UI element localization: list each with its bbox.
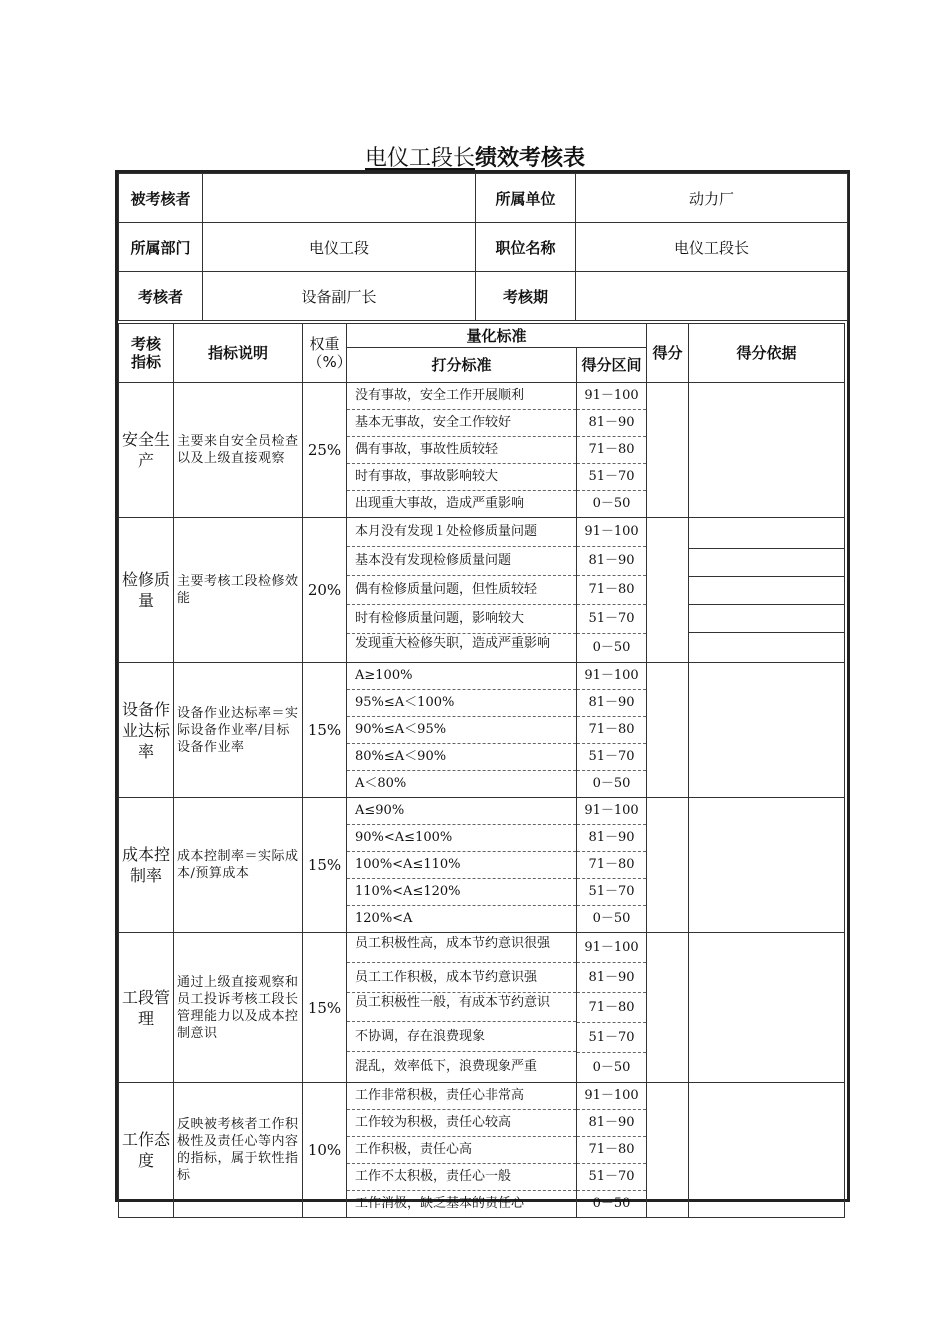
range-text: 91－100: [577, 518, 646, 547]
range-cell: [577, 798, 647, 933]
range-text: 81－90: [577, 410, 646, 437]
range-text: 81－90: [577, 547, 646, 576]
header-basis: 得分依据: [689, 324, 845, 383]
indicator-weight: 15%: [303, 933, 347, 1083]
range-text: 91－100: [577, 383, 646, 410]
criterion-text: 95%≤A＜100%: [347, 690, 576, 717]
range-text: 81－90: [577, 1110, 646, 1137]
indicator-name: 安全生产: [119, 383, 174, 518]
criterion-text: A＜80%: [355, 776, 407, 791]
score-field[interactable]: [647, 798, 689, 933]
header-scoring: 打分标准: [347, 348, 577, 383]
criterion-text: 员工积极性高，成本节约意识很强: [347, 934, 576, 963]
title-part2: 绩效考核表: [475, 145, 586, 171]
range-text: 51－70: [577, 744, 646, 771]
basis-subrow[interactable]: [689, 549, 844, 577]
criterion-text: 工作不太积极，责任心一般: [347, 1164, 576, 1191]
range-text: 71－80: [577, 1137, 646, 1164]
criterion-text: 时有检修质量问题，影响较大: [347, 605, 576, 634]
indicator-weight: 10%: [303, 1083, 347, 1218]
unit-label: 所属单位: [476, 174, 576, 223]
range-text: 91－100: [577, 1083, 646, 1110]
position-label: 职位名称: [476, 223, 576, 272]
criterion-text: 工作积极，责任心高: [347, 1137, 576, 1164]
range-text: 51－70: [577, 464, 646, 491]
header-desc: 指标说明: [174, 324, 303, 383]
range-text: 51－70: [577, 1023, 646, 1053]
criterion-text: 工作较为积极，责任心较高: [347, 1110, 576, 1137]
criterion-text: 偶有检修质量问题，但性质较轻: [347, 576, 576, 605]
criterion-text: 员工工作积极，成本节约意识强: [347, 963, 576, 993]
header-range: 得分区间: [577, 348, 647, 383]
criterion-text: 100%<A≤110%: [347, 852, 576, 879]
criterion-text: 员工积极性一般，有成本节约意识: [347, 993, 576, 1022]
unit-field[interactable]: 动力厂: [576, 174, 848, 223]
criteria-cell: [347, 1083, 577, 1218]
period-field[interactable]: [576, 272, 848, 321]
indicator-name: 检修质量: [119, 518, 174, 663]
indicator-name: 工作态度: [119, 1083, 174, 1218]
criteria-cell: [347, 798, 577, 933]
criterion-text: 80%≤A＜90%: [347, 744, 576, 771]
indicator-desc: 成本控制率＝实际成本/预算成本: [174, 798, 303, 933]
position-field[interactable]: 电仪工段长: [576, 223, 848, 272]
dept-field[interactable]: 电仪工段: [203, 223, 476, 272]
header-score: 得分: [647, 324, 689, 383]
indicator-desc: 反映被考核者工作积极性及责任心等内容的指标，属于软性指标: [174, 1083, 303, 1218]
header-quant: 量化标准: [347, 324, 647, 348]
range-text: 71－80: [577, 993, 646, 1023]
assessee-field[interactable]: [203, 174, 476, 223]
indicator-name: 设备作业达标率: [119, 663, 174, 798]
range-text: 0－50: [592, 911, 631, 926]
indicator-desc: 设备作业达标率＝实际设备作业率/目标设备作业率: [174, 663, 303, 798]
range-cell: [577, 518, 647, 663]
range-text: 0－50: [592, 1060, 631, 1075]
criterion-text: 工作非常积极，责任心非常高: [347, 1083, 576, 1110]
criterion-text: 基本无事故，安全工作较好: [347, 410, 576, 437]
score-field[interactable]: [647, 663, 689, 798]
basis-field[interactable]: [689, 1083, 845, 1218]
indicator-desc: 主要来自安全员检查以及上级直接观察: [174, 383, 303, 518]
indicator-weight: 15%: [303, 798, 347, 933]
range-text: 81－90: [577, 690, 646, 717]
score-field[interactable]: [647, 518, 689, 663]
criteria-cell: [347, 663, 577, 798]
criterion-text: 本月没有发现１处检修质量问题: [347, 518, 576, 547]
indicator-weight: 25%: [303, 383, 347, 518]
range-text: 71－80: [577, 576, 646, 605]
kpi-row: [119, 383, 845, 518]
kpi-table: [118, 323, 845, 1218]
basis-field[interactable]: [689, 798, 845, 933]
basis-field[interactable]: [689, 383, 845, 518]
basis-subrow[interactable]: [689, 605, 844, 633]
criterion-text: 发现重大检修失职，造成严重影响: [355, 636, 551, 651]
range-text: 71－80: [577, 717, 646, 744]
score-field[interactable]: [647, 933, 689, 1083]
criterion-text: 工作消极，缺乏基本的责任心: [355, 1196, 525, 1211]
indicator-name: 工段管理: [119, 933, 174, 1083]
basis-field[interactable]: [689, 933, 845, 1083]
indicator-weight: 20%: [303, 518, 347, 663]
header-weight: 权重（%）: [303, 324, 347, 383]
basis-subrow[interactable]: [689, 633, 844, 660]
range-text: 0－50: [592, 640, 631, 655]
range-text: 0－50: [592, 496, 631, 511]
basis-field[interactable]: [689, 518, 845, 663]
period-label: 考核期: [476, 272, 576, 321]
criterion-text: 120%<A: [355, 911, 413, 926]
assessor-label: 考核者: [119, 272, 203, 321]
dept-label: 所属部门: [119, 223, 203, 272]
criteria-cell: [347, 933, 577, 1083]
range-text: 81－90: [577, 825, 646, 852]
kpi-row: [119, 933, 845, 1083]
indicator-name: 成本控制率: [119, 798, 174, 933]
criterion-text: 不协调，存在浪费现象: [347, 1022, 576, 1052]
range-cell: [577, 933, 647, 1083]
criterion-text: 没有事故，安全工作开展顺利: [347, 383, 576, 410]
range-text: 91－100: [577, 933, 646, 963]
range-cell: [577, 383, 647, 518]
criterion-text: 90%<A≤100%: [347, 825, 576, 852]
range-cell: [577, 1083, 647, 1218]
range-text: 91－100: [577, 663, 646, 690]
criterion-text: 偶有事故，事故性质较轻: [347, 437, 576, 464]
kpi-row: [119, 798, 845, 933]
score-field[interactable]: [647, 1083, 689, 1218]
assessor-field[interactable]: 设备副厂长: [203, 272, 476, 321]
range-text: 51－70: [577, 879, 646, 906]
kpi-row: [119, 518, 845, 663]
info-table: [118, 173, 848, 321]
basis-subrow[interactable]: [689, 577, 844, 605]
range-text: 71－80: [577, 852, 646, 879]
criterion-text: 时有事故，事故影响较大: [347, 464, 576, 491]
score-field[interactable]: [647, 383, 689, 518]
assessee-label: 被考核者: [119, 174, 203, 223]
indicator-weight: 15%: [303, 663, 347, 798]
kpi-row: [119, 663, 845, 798]
criterion-text: 基本没有发现检修质量问题: [347, 547, 576, 576]
criterion-text: A≥100%: [347, 663, 576, 690]
criterion-text: 出现重大事故，造成严重影响: [355, 496, 525, 511]
criteria-cell: [347, 518, 577, 663]
criterion-text: 混乱，效率低下，浪费现象严重: [355, 1059, 538, 1074]
criterion-text: 110%<A≤120%: [347, 879, 576, 906]
indicator-desc: 主要考核工段检修效能: [174, 518, 303, 663]
range-text: 0－50: [592, 1196, 631, 1211]
indicator-desc: 通过上级直接观察和员工投诉考核工段长管理能力以及成本控制意识: [174, 933, 303, 1083]
range-text: 0－50: [592, 776, 631, 791]
criteria-cell: [347, 383, 577, 518]
range-cell: [577, 663, 647, 798]
basis-subrow[interactable]: [689, 521, 844, 549]
criterion-text: 90%≤A＜95%: [347, 717, 576, 744]
range-text: 51－70: [577, 605, 646, 634]
range-text: 51－70: [577, 1164, 646, 1191]
range-text: 71－80: [577, 437, 646, 464]
basis-field[interactable]: [689, 663, 845, 798]
title-part1: 电仪工段长: [364, 146, 475, 171]
criterion-text: A≤90%: [347, 798, 576, 825]
range-text: 91－100: [577, 798, 646, 825]
range-text: 81－90: [577, 963, 646, 993]
kpi-row: [119, 1083, 845, 1218]
header-indicator: 考核指标: [119, 324, 174, 383]
